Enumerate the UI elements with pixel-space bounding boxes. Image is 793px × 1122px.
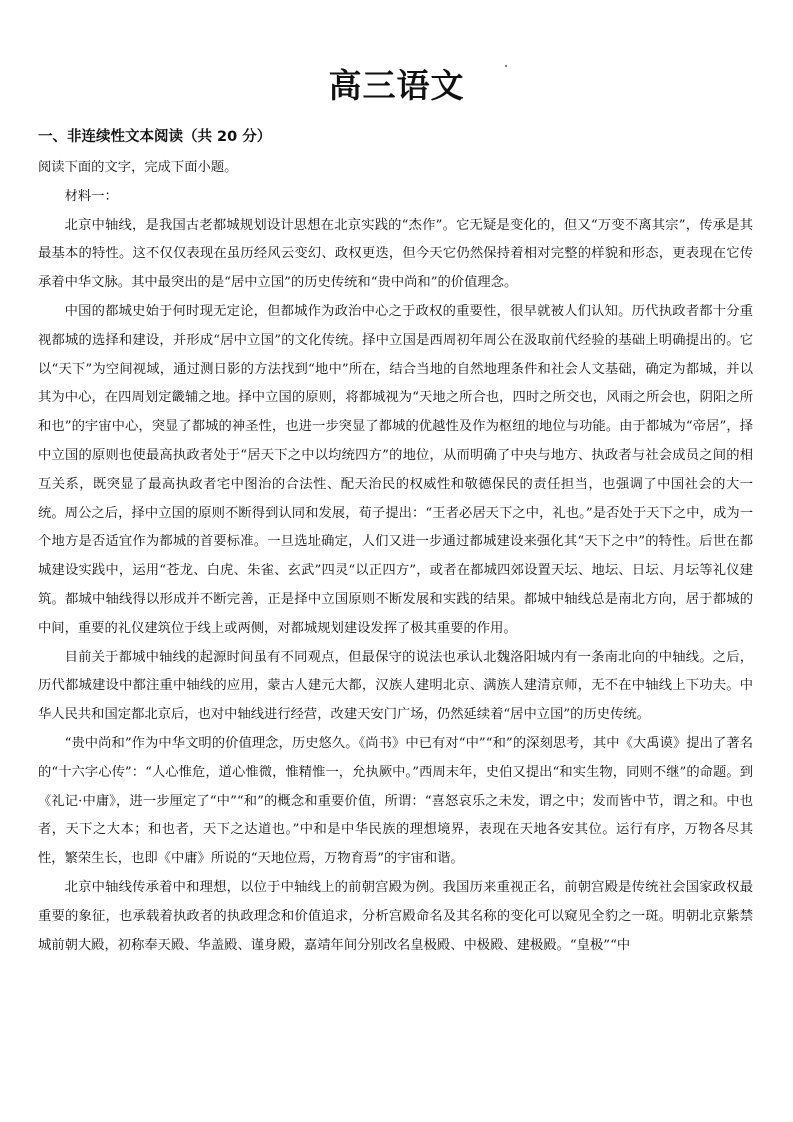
paragraph: 北京中轴线，是我国古老都城规划设计思想在北京实践的“杰作”。它无疑是变化的，但又“万变不离其宗”，传承是其最基本的特性。这不仅仅表现在虽历经风云变幻、政权更迭，但今天它仍然保持着相对完整的样貌和形态，更表现在它传承着中华文脉。其中最突出的是“居中立国”的历史传统和“贵中尚和”的价值理念。: [38, 217, 753, 291]
page-title: 高三语文: [328, 66, 465, 105]
paragraph: 中国的都城史始于何时现无定论，但都城作为政治中心之于政权的重要性，很早就被人们认知。历代执政者都十分重视都城的选择和建设，并形成“居中立国”的文化传统。择中立国是西周初年周公在汲取前代经验的基础上明确提出的。它以“天下”为空间视域，通过测日影的方法找到“地中”所在，结合当地的自然地理条件和社会人文基础，确定为都城，并以其为中心，在四周划定畿辅之地。择中立国的原则，将都城视为“天地之所合也，四时之所交也，风雨之所会也，阴阳之所和也”的宇宙中心，突显了都城的神圣性，也进一步突显了都城的优越性及作为枢纽的地位与功能。由于都城为“帝居”，择中立国的原则也使最高执政者处于“居天下之中以均统四方”的地位，从而明确了中央与地方、执政者与社会成员之间的相互关系，既突显了最高执政者宅中图治的合法性、配天治民的权威性和敬德保民的责任担当，也强调了中国社会的大一统。周公之后，择中立国的原则不断得到认同和发展，荀子提出：“王者必居天下之中，礼也。”是否处于天下之中，成为一个地方是否适宜作为都城的首要标准。一旦选址确定，人们又进一步通过都城建设来强化其“天下之中”的特性。后世在都城建设实践中，运用“苍龙、白虎、朱雀、玄武”四灵“以正四方”，或者在都城四郊设置天坛、地坛、日坛、月坛等礼仪建筑。都城中轴线得以形成并不断完善，正是择中立国原则不断发展和实践的结果。都城中轴线总是南北方向，居于都城的中间，重要的礼仪建筑位于线上或两侧，对都城规划建设发挥了极其重要的作用。: [38, 303, 753, 636]
paragraph: 北京中轴线传承着中和理想，以位于中轴线上的前朝宫殿为例。我国历来重视正名，前朝宫殿是传统社会国家政权最重要的象征，也承载着执政者的执政理念和价值追求，分析宫殿命名及其名称的变化可以窥见全豹之一斑。明朝北京紫禁城前朝大殿，初称奉天殿、华盖殿、谨身殿，嘉靖年间分别改名皇极殿、中极殿、建极殿。“皇极”“中: [38, 879, 753, 953]
section-heading: 一、非连续性文本阅读（共 20 分）: [38, 129, 272, 145]
material-label: 材料一：: [64, 188, 118, 204]
instruction-text: 阅读下面的文字，完成下面小题。: [38, 160, 238, 175]
paragraph: 目前关于都城中轴线的起源时间虽有不同观点，但最保守的说法也承认北魏洛阳城内有一条南北向的中轴线。之后，历代都城建设中都注重中轴线的应用，蒙古人建元大都，汉族人建明北京、满族人建清京师，无不在中轴线上下功夫。中华人民共和国定都北京后，也对中轴线进行经营，改建天安门广场，仍然延续着“居中立国”的历史传统。: [38, 649, 753, 723]
paragraph: “贵中尚和”作为中华文明的价值理念，历史悠久。《尚书》中已有对“中”“和”的深刻思考，其中《大禹谟》提出了著名的“十六字心传”：“人心惟危，道心惟微，惟精惟一，允执厥中。”西周末年，史伯又提出“和实生物，同则不继”的命题。到《礼记·中庸》，进一步厘定了“中”“和”的概念和重要价值，所谓：“喜怒哀乐之未发，谓之中；发而皆中节，谓之和。中也者，天下之大本；和也者，天下之达道也。”中和是中华民族的理想境界，表现在天地各安其位。运行有序，万物各尽其性，繁荣生长，也即《中庸》所说的“天地位焉，万物育焉”的宇宙和谐。: [38, 735, 753, 867]
document-body: [38, 154, 753, 960]
